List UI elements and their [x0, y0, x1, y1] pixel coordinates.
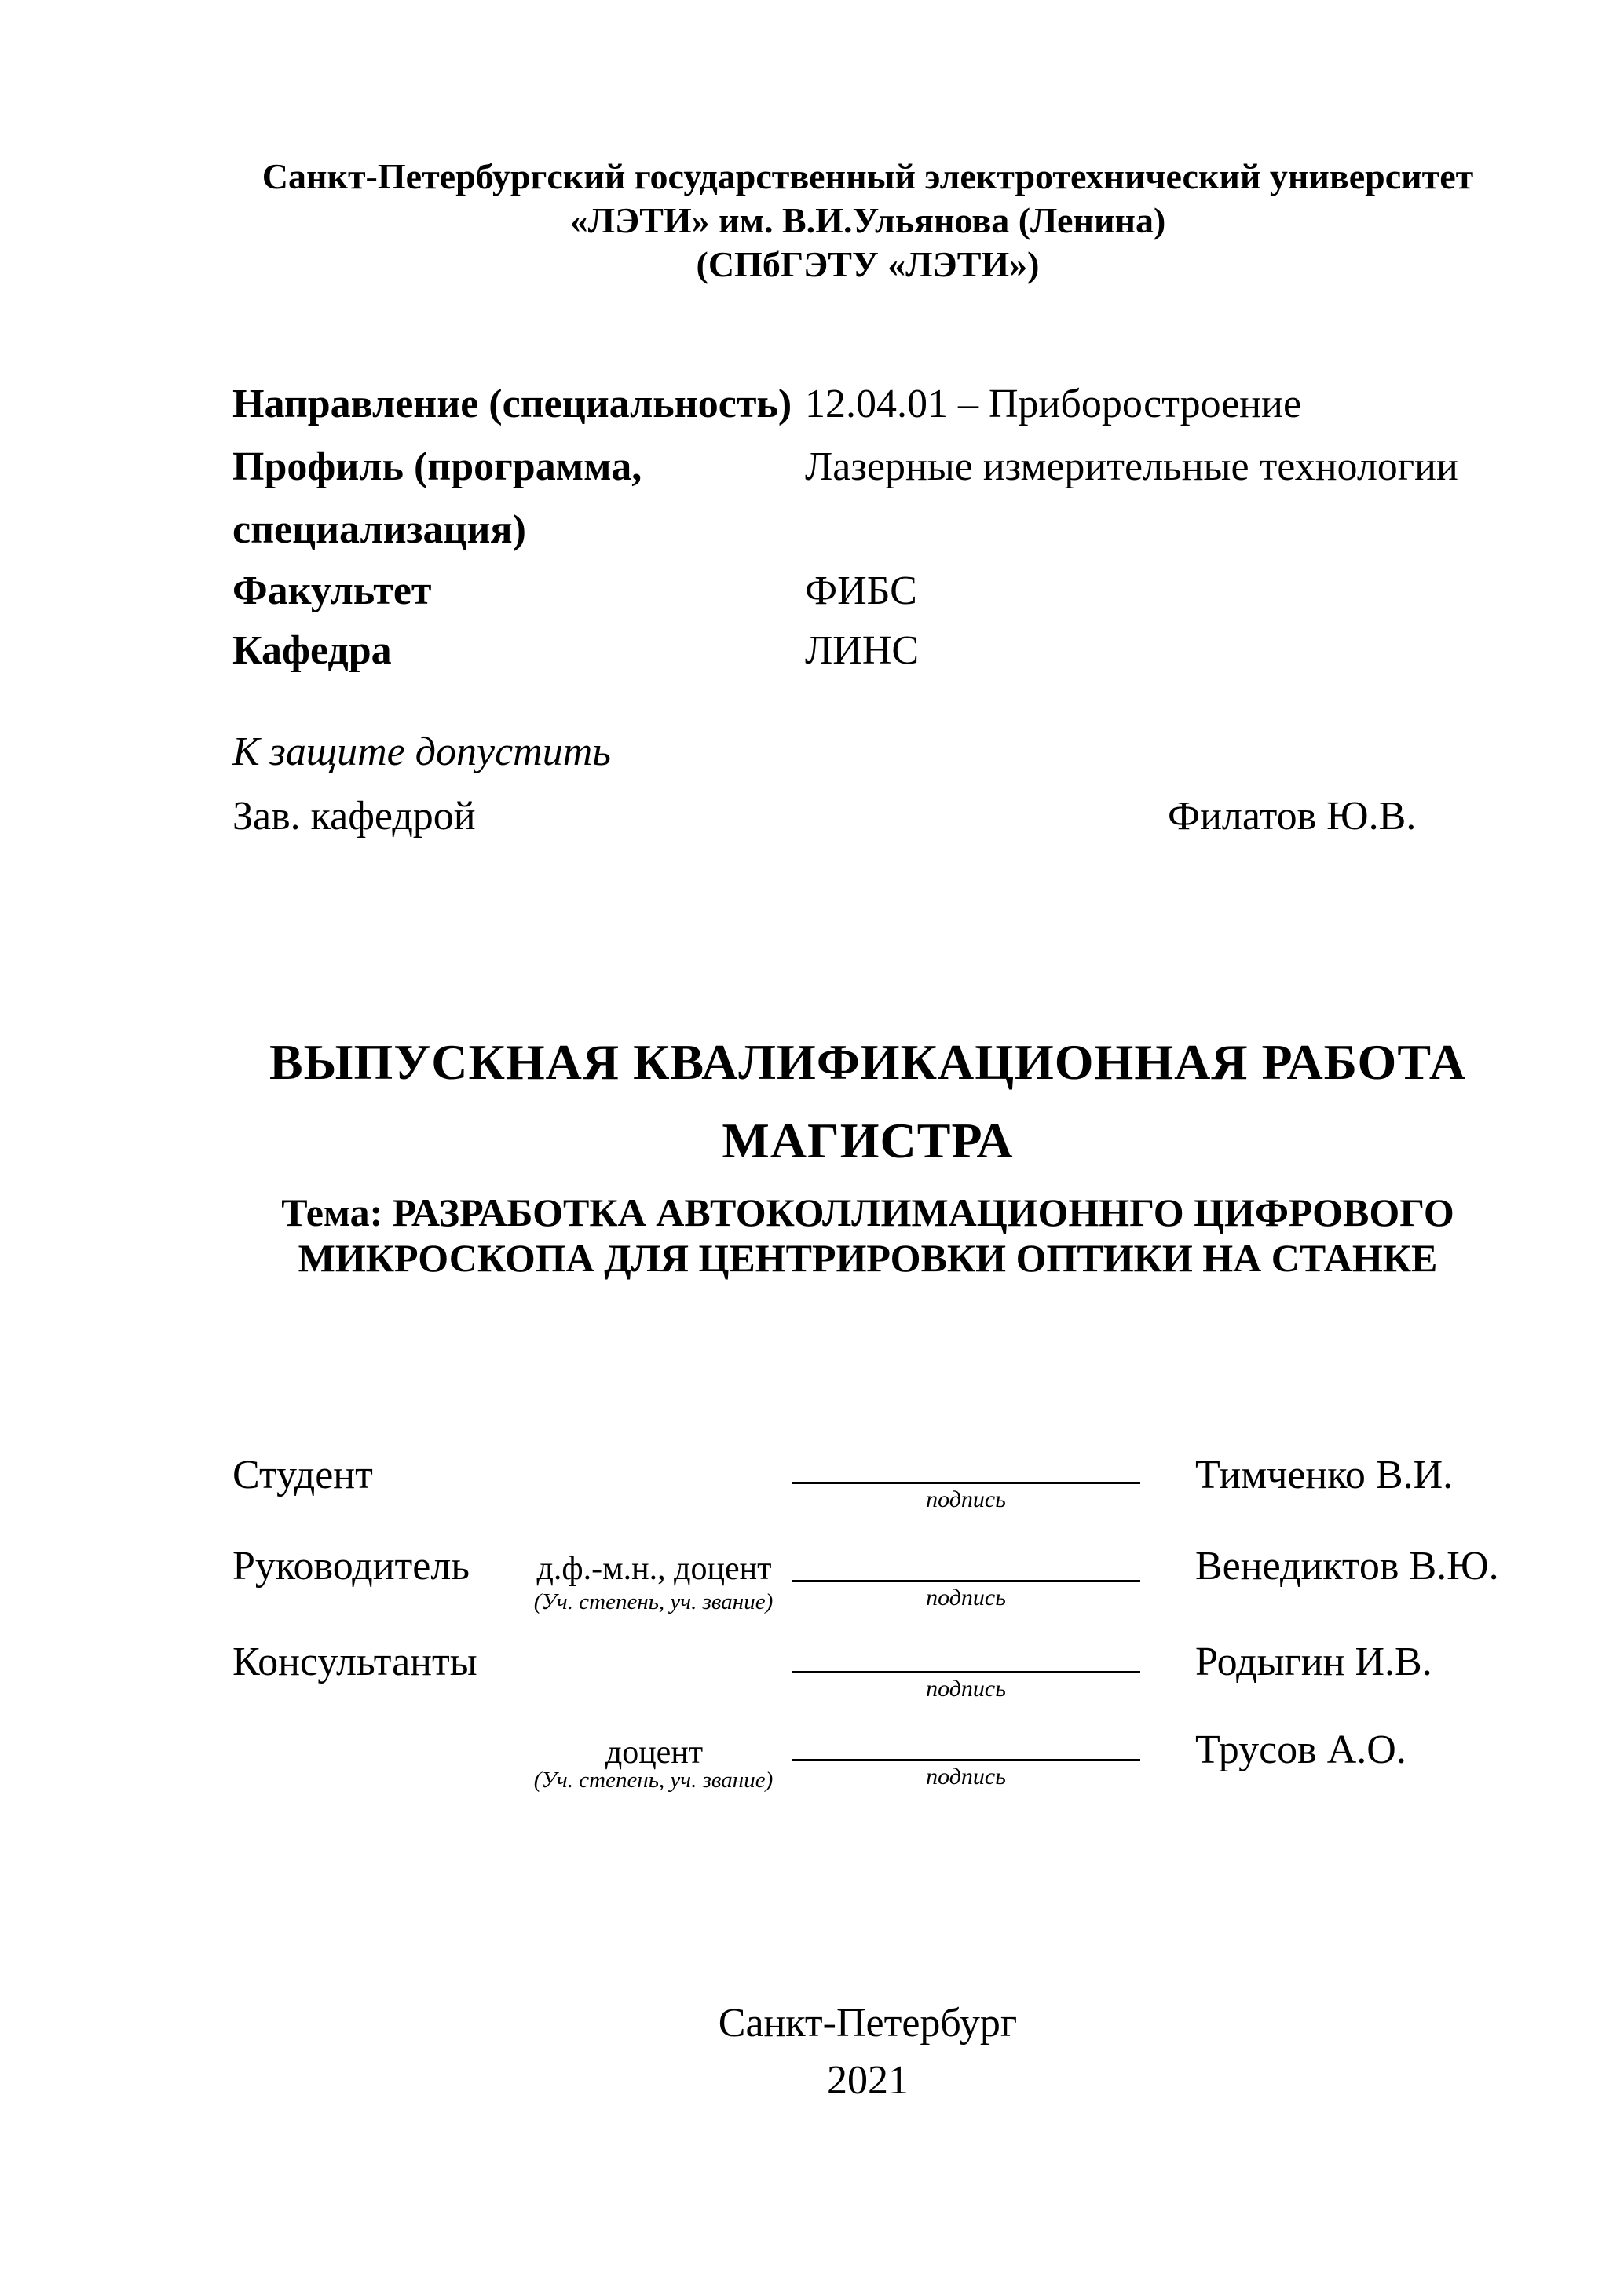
- signature-line: [792, 1580, 1140, 1582]
- signature-caption: подпись: [926, 1764, 1006, 1790]
- student-name: Тимченко В.И.: [1195, 1453, 1454, 1497]
- role-supervisor-label: Руководитель: [232, 1544, 470, 1589]
- signature-line: [792, 1671, 1140, 1673]
- field-label-department: Кафедра: [232, 628, 392, 673]
- signature-line: [792, 1482, 1140, 1484]
- degree-note: (Уч. степень, уч. звание): [533, 1768, 774, 1793]
- signature-caption: подпись: [926, 1585, 1006, 1610]
- consultant2-name: Трусов А.О.: [1195, 1727, 1406, 1772]
- signature-caption: подпись: [926, 1676, 1006, 1702]
- role-student-label: Студент: [232, 1453, 373, 1497]
- field-label-specialization: специализация): [232, 507, 526, 552]
- field-value-profile: Лазерные измерительные технологии: [805, 444, 1458, 489]
- university-name-line: Санкт-Петербургский государственный электротехнический университет: [262, 156, 1474, 196]
- supervisor-name: Венедиктов В.Ю.: [1195, 1544, 1499, 1589]
- supervisor-degree: д.ф.-м.н., доцент: [536, 1551, 772, 1587]
- footer-city: Санкт-Петербург: [718, 2001, 1018, 2046]
- work-title-line1: ВЫПУСКНАЯ КВАЛИФИКАЦИОННАЯ РАБОТА: [269, 1034, 1467, 1090]
- theme-line2: МИКРОСКОПА ДЛЯ ЦЕНТРИРОВКИ ОПТИКИ НА СТАНКЕ: [298, 1236, 1438, 1280]
- field-label-profile: Профиль (программа,: [232, 444, 642, 489]
- degree-note: (Уч. степень, уч. звание): [533, 1589, 774, 1614]
- field-label-faculty: Факультет: [232, 569, 432, 613]
- department-head-name: Филатов Ю.В.: [1168, 794, 1417, 839]
- signature-caption: подпись: [926, 1486, 1006, 1512]
- field-value-direction: 12.04.01 – Приборостроение: [805, 382, 1302, 426]
- theme-line1: Тема: РАЗРАБОТКА АВТОКОЛЛИМАЦИОННГО ЦИФРОВОГО: [281, 1190, 1454, 1234]
- work-title-line2: МАГИСТРА: [722, 1113, 1014, 1168]
- university-abbrev-line: (СПбГЭТУ «ЛЭТИ»): [696, 244, 1040, 284]
- consultant1-name: Родыгин И.В.: [1195, 1640, 1432, 1684]
- field-value-faculty: ФИБС: [805, 569, 917, 613]
- university-header: [232, 155, 1503, 287]
- university-leti-line: «ЛЭТИ» им. В.И.Ульянова (Ленина): [569, 200, 1166, 240]
- footer-year: 2021: [827, 2058, 909, 2103]
- role-consultants-label: Консультанты: [232, 1640, 477, 1684]
- field-label-direction: Направление (специальность): [232, 382, 792, 426]
- signature-line: [792, 1759, 1140, 1761]
- admit-to-defense-note: К защите допустить: [232, 729, 611, 774]
- field-value-department: ЛИНС: [805, 628, 920, 673]
- department-head-label: Зав. кафедрой: [232, 794, 476, 839]
- consultant2-degree: доцент: [605, 1735, 704, 1771]
